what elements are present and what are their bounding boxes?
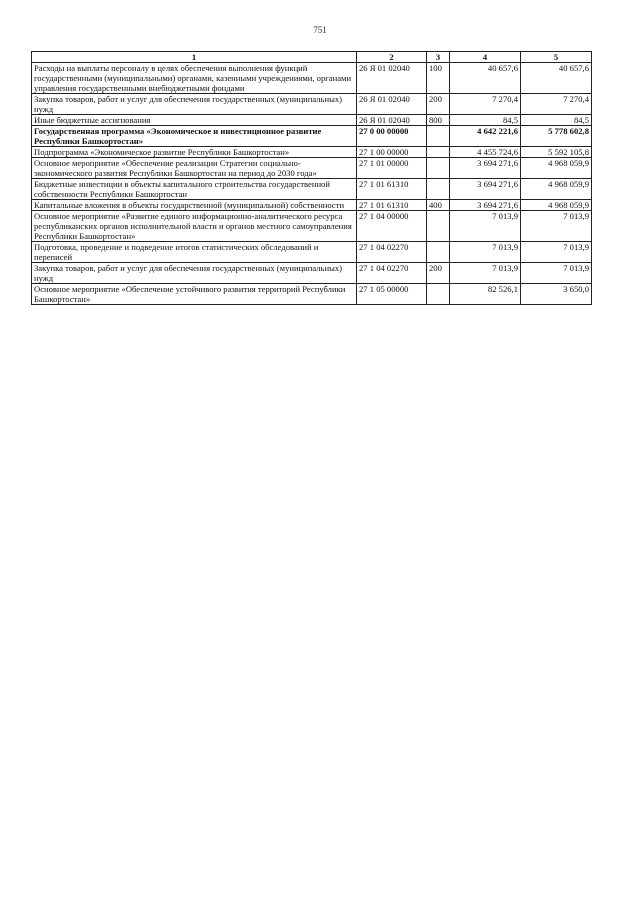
table-row: [32, 115, 592, 126]
row-expense-type-cell: [427, 158, 450, 179]
row-amount-2-cell: 7 013,9: [521, 211, 592, 242]
row-code-cell: 27 1 05 00000: [357, 284, 427, 305]
row-code-cell: 27 1 00 00000: [357, 147, 427, 158]
row-amount-2-cell: 7 270,4: [521, 94, 592, 115]
table-row: [32, 158, 592, 179]
row-code-cell: 27 1 04 02270: [357, 242, 427, 263]
row-amount-2-cell: 4 968 059,9: [521, 158, 592, 179]
row-code-cell: 27 1 01 61310: [357, 179, 427, 200]
row-amount-1-cell: 7 013,9: [450, 242, 521, 263]
row-amount-2-cell: 4 968 059,9: [521, 179, 592, 200]
row-expense-type-cell: [427, 242, 450, 263]
table-row: [32, 211, 592, 242]
row-name-cell: Закупка товаров, работ и услуг для обеспечения государственных (муниципальных) нужд: [32, 263, 357, 284]
column-header: 5: [521, 52, 592, 63]
table-row: [32, 179, 592, 200]
row-code-cell: 27 1 01 00000: [357, 158, 427, 179]
table-row: [32, 200, 592, 211]
row-expense-type-cell: 800: [427, 115, 450, 126]
row-amount-1-cell: 4 455 724,6: [450, 147, 521, 158]
row-expense-type-cell: 200: [427, 94, 450, 115]
row-amount-1-cell: 3 694 271,6: [450, 200, 521, 211]
row-expense-type-cell: 400: [427, 200, 450, 211]
table-row: [32, 63, 592, 94]
row-amount-1-cell: 3 694 271,6: [450, 179, 521, 200]
row-amount-2-cell: 7 013,9: [521, 263, 592, 284]
row-amount-1-cell: 7 013,9: [450, 263, 521, 284]
row-amount-1-cell: 4 642 221,6: [450, 126, 521, 147]
column-header: 1: [32, 52, 357, 63]
row-name-cell: Основное мероприятие «Обеспечение реализации Стратегии социально-экономического развития Республики Башкортостан на период до 2030 года»: [32, 158, 357, 179]
row-name-cell: Бюджетные инвестиции в объекты капитального строительства государственной собственности Республики Башкортостан: [32, 179, 357, 200]
row-amount-1-cell: 84,5: [450, 115, 521, 126]
column-header: 2: [357, 52, 427, 63]
row-name-cell: Подпрограмма «Экономическое развитие Республики Башкортостан»: [32, 147, 357, 158]
row-amount-1-cell: 7 270,4: [450, 94, 521, 115]
row-code-cell: 27 1 01 61310: [357, 200, 427, 211]
table-body: [32, 63, 592, 305]
row-expense-type-cell: [427, 126, 450, 147]
table-row: [32, 126, 592, 147]
row-code-cell: 26 Я 01 02040: [357, 63, 427, 94]
row-code-cell: 27 1 04 02270: [357, 263, 427, 284]
row-name-cell: Основное мероприятие «Развитие единого информационно-аналитического ресурса республиканских органов исполнительной власти и органов местного самоуправления Республики Башкортостан»: [32, 211, 357, 242]
row-expense-type-cell: [427, 211, 450, 242]
row-name-cell: Подготовка, проведение и подведение итогов статистических обследований и переписей: [32, 242, 357, 263]
row-expense-type-cell: 100: [427, 63, 450, 94]
page-number: 751: [313, 25, 327, 35]
row-amount-2-cell: 3 650,0: [521, 284, 592, 305]
row-amount-2-cell: 5 778 602,8: [521, 126, 592, 147]
row-amount-2-cell: 7 013,9: [521, 242, 592, 263]
row-code-cell: 26 Я 01 02040: [357, 94, 427, 115]
row-name-cell: Иные бюджетные ассигнования: [32, 115, 357, 126]
row-amount-1-cell: 82 526,1: [450, 284, 521, 305]
row-amount-2-cell: 4 968 059,9: [521, 200, 592, 211]
table-header-row: [32, 52, 592, 63]
row-amount-2-cell: 5 592 105,8: [521, 147, 592, 158]
table-row: [32, 242, 592, 263]
row-expense-type-cell: 200: [427, 263, 450, 284]
row-name-cell: Закупка товаров, работ и услуг для обеспечения государственных (муниципальных) нужд: [32, 94, 357, 115]
row-amount-1-cell: 40 657,6: [450, 63, 521, 94]
row-name-cell: Капитальные вложения в объекты государственной (муниципальной) собственности: [32, 200, 357, 211]
row-expense-type-cell: [427, 147, 450, 158]
table-row: [32, 263, 592, 284]
row-amount-2-cell: 40 657,6: [521, 63, 592, 94]
row-amount-1-cell: 7 013,9: [450, 211, 521, 242]
row-name-cell: Государственная программа «Экономическое и инвестиционное развитие Республики Башкортостан»: [32, 126, 357, 147]
column-header: 3: [427, 52, 450, 63]
table-row: [32, 94, 592, 115]
row-code-cell: 26 Я 01 02040: [357, 115, 427, 126]
row-code-cell: 27 0 00 00000: [357, 126, 427, 147]
row-amount-2-cell: 84,5: [521, 115, 592, 126]
table-row: [32, 147, 592, 158]
row-name-cell: Основное мероприятие «Обеспечение устойчивого развития территорий Республики Башкортостан»: [32, 284, 357, 305]
row-code-cell: 27 1 04 00000: [357, 211, 427, 242]
table-row: [32, 284, 592, 305]
row-name-cell: Расходы на выплаты персоналу в целях обеспечения выполнения функций государственными (муниципальными) органами, казенными учреждениями, органами управления государственными внебюджетными фондами: [32, 63, 357, 94]
budget-table: [31, 51, 592, 305]
row-expense-type-cell: [427, 179, 450, 200]
row-expense-type-cell: [427, 284, 450, 305]
column-header: 4: [450, 52, 521, 63]
row-amount-1-cell: 3 694 271,6: [450, 158, 521, 179]
